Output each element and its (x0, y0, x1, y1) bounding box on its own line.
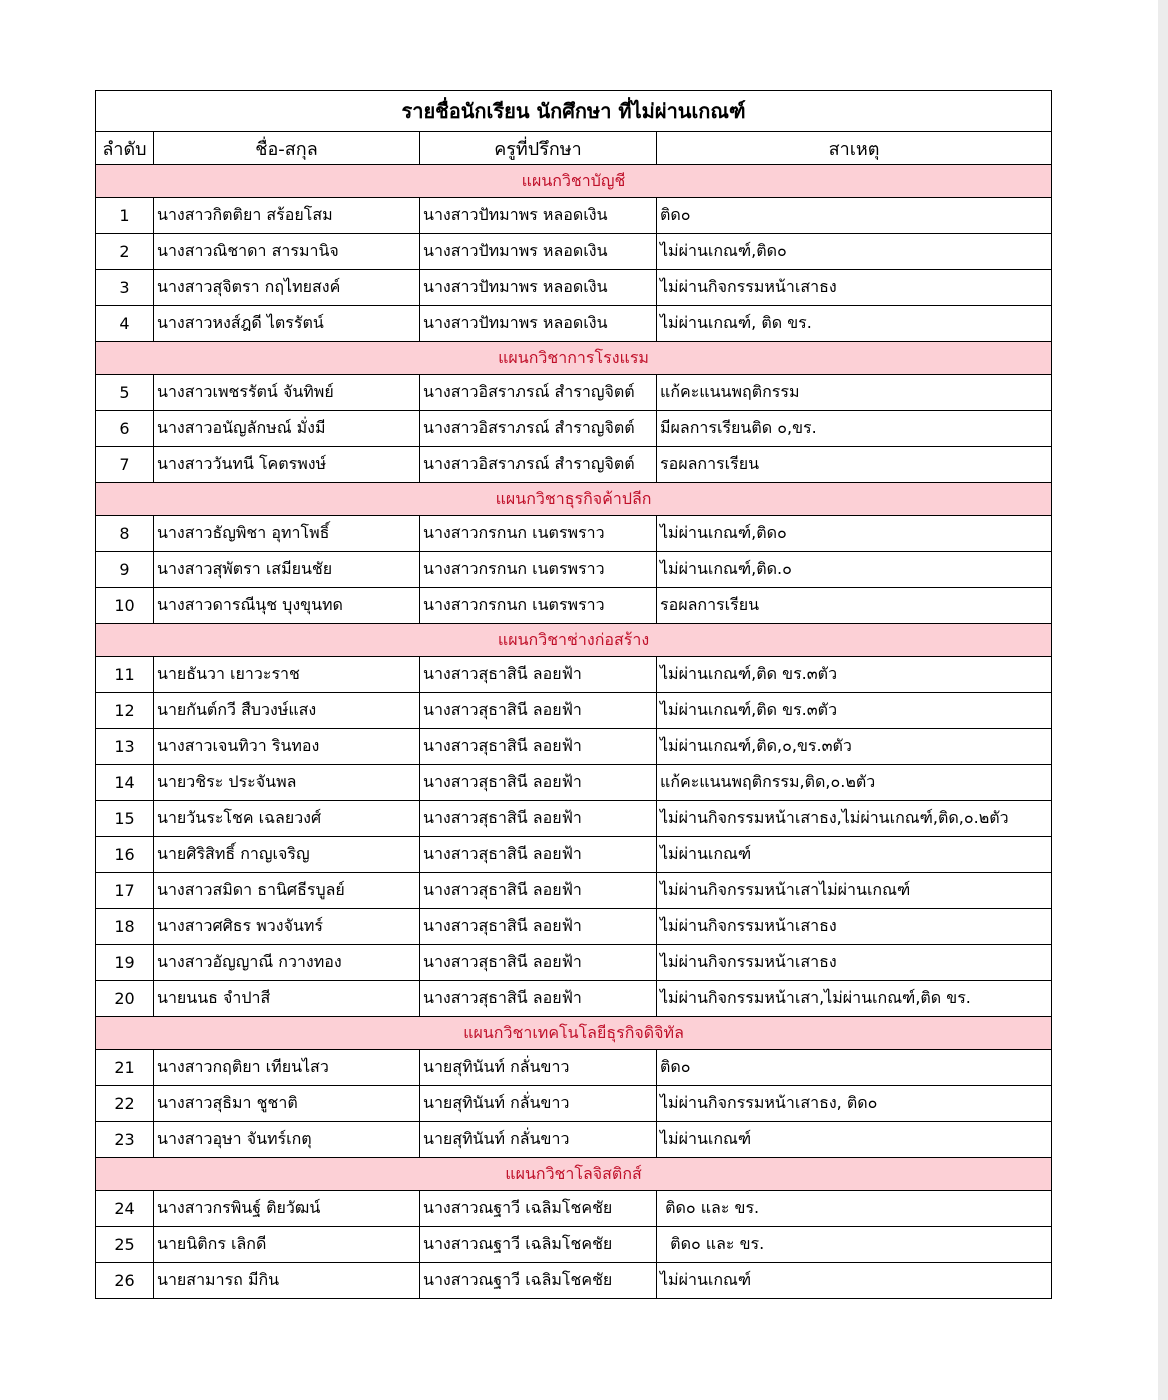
cell-no: 18 (96, 909, 154, 945)
cell-no: 19 (96, 945, 154, 981)
cell-reason: แก้คะแนนพฤติกรรม (657, 375, 1052, 411)
cell-reason: ไม่ผ่านเกณฑ์,ติด.๐ (657, 552, 1052, 588)
header-no: ลำดับ (96, 132, 154, 165)
cell-reason: มีผลการเรียนติด ๐,ขร. (657, 411, 1052, 447)
cell-reason: ไม่ผ่านเกณฑ์,ติด ขร.๓ตัว (657, 693, 1052, 729)
cell-reason: ไม่ผ่านกิจกรรมหน้าเสาธง, ติด๐ (657, 1086, 1052, 1122)
cell-advisor: นางสาวณฐาวี เฉลิมโชคชัย (420, 1191, 657, 1227)
cell-no: 2 (96, 234, 154, 270)
section-row (96, 483, 1052, 516)
cell-name: นางสาวหงส์ฎดี ไตรรัตน์ (154, 306, 420, 342)
section-row (96, 1158, 1052, 1191)
table-row (96, 1086, 1052, 1122)
cell-reason: ติด๐ (657, 1050, 1052, 1086)
section-title: แผนกวิชาช่างก่อสร้าง (96, 624, 1052, 657)
cell-no: 22 (96, 1086, 154, 1122)
cell-name: นายนนธ จำปาสี (154, 981, 420, 1017)
cell-reason: ไม่ผ่านเกณฑ์,ติด๐ (657, 516, 1052, 552)
table-row (96, 981, 1052, 1017)
cell-name: นางสาวกฤติยา เทียนไสว (154, 1050, 420, 1086)
cell-no: 17 (96, 873, 154, 909)
cell-advisor: นางสาวปัทมาพร หลอดเงิน (420, 270, 657, 306)
cell-no: 1 (96, 198, 154, 234)
table-row (96, 1122, 1052, 1158)
cell-no: 12 (96, 693, 154, 729)
table-row (96, 729, 1052, 765)
cell-no: 24 (96, 1191, 154, 1227)
cell-no: 7 (96, 447, 154, 483)
cell-reason: ไม่ผ่านกิจกรรมหน้าเสาธง (657, 945, 1052, 981)
cell-name: นางสาวอนัญลักษณ์ มั่งมี (154, 411, 420, 447)
cell-name: นางสาวสมิดา ธานิศธีรบูลย์ (154, 873, 420, 909)
cell-advisor: นางสาวสุธาสินี ลอยฟ้า (420, 657, 657, 693)
cell-no: 15 (96, 801, 154, 837)
cell-name: นายนิติกร เลิกดี (154, 1227, 420, 1263)
cell-name: นางสาวสุธิมา ชูชาติ (154, 1086, 420, 1122)
cell-advisor: นางสาวปัทมาพร หลอดเงิน (420, 198, 657, 234)
table-row (96, 234, 1052, 270)
table-row (96, 657, 1052, 693)
cell-name: นางสาวดารณีนุช บุงขุนทด (154, 588, 420, 624)
cell-advisor: นางสาวอิสราภรณ์ สำราญจิตต์ (420, 411, 657, 447)
cell-name: นางสาววันทนี โคตรพงษ์ (154, 447, 420, 483)
cell-advisor: นายสุทินันท์ กลั่นขาว (420, 1122, 657, 1158)
cell-no: 6 (96, 411, 154, 447)
cell-no: 16 (96, 837, 154, 873)
page-edge (1158, 0, 1168, 1400)
cell-no: 10 (96, 588, 154, 624)
cell-name: นางสาวสุพัตรา เสมียนชัย (154, 552, 420, 588)
cell-advisor: นางสาวสุธาสินี ลอยฟ้า (420, 765, 657, 801)
table-row (96, 516, 1052, 552)
cell-name: นายธันวา เยาวะราช (154, 657, 420, 693)
table-row (96, 1263, 1052, 1299)
cell-advisor: นางสาวอิสราภรณ์ สำราญจิตต์ (420, 447, 657, 483)
cell-name: นางสาวเพชรรัตน์ จันทิพย์ (154, 375, 420, 411)
cell-no: 4 (96, 306, 154, 342)
cell-reason: ติด๐ (657, 198, 1052, 234)
cell-advisor: นายสุทินันท์ กลั่นขาว (420, 1086, 657, 1122)
cell-name: นางสาวสุจิตรา กฤไทยสงค์ (154, 270, 420, 306)
cell-advisor: นางสาวณฐาวี เฉลิมโชคชัย (420, 1227, 657, 1263)
section-row (96, 342, 1052, 375)
cell-no: 25 (96, 1227, 154, 1263)
cell-no: 13 (96, 729, 154, 765)
table-row (96, 1050, 1052, 1086)
table-row (96, 945, 1052, 981)
cell-name: นายกันต์กวี สืบวงษ์แสง (154, 693, 420, 729)
cell-name: นางสาวกิตติยา สร้อยโสม (154, 198, 420, 234)
section-title: แผนกวิชาโลจิสติกส์ (96, 1158, 1052, 1191)
cell-no: 11 (96, 657, 154, 693)
cell-reason: ไม่ผ่านเกณฑ์, ติด ขร. (657, 306, 1052, 342)
cell-name: นางสาวกรพินฐ์ ติยวัฒน์ (154, 1191, 420, 1227)
cell-name: นางสาวธัญพิชา อุทาโพธิ์ (154, 516, 420, 552)
table-row (96, 588, 1052, 624)
cell-reason: รอผลการเรียน (657, 447, 1052, 483)
cell-reason: ไม่ผ่านกิจกรรมหน้าเสาไม่ผ่านเกณฑ์ (657, 873, 1052, 909)
cell-advisor: นางสาวปัทมาพร หลอดเงิน (420, 306, 657, 342)
cell-name: นางสาวเจนทิวา รินทอง (154, 729, 420, 765)
cell-reason: ไม่ผ่านเกณฑ์,ติด ขร.๓ตัว (657, 657, 1052, 693)
table-row (96, 447, 1052, 483)
cell-advisor: นางสาวสุธาสินี ลอยฟ้า (420, 909, 657, 945)
cell-reason: ไม่ผ่านเกณฑ์ (657, 1263, 1052, 1299)
cell-advisor: นางสาวสุธาสินี ลอยฟ้า (420, 981, 657, 1017)
cell-reason: ไม่ผ่านกิจกรรมหน้าเสาธง (657, 909, 1052, 945)
header-name: ชื่อ-สกุล (154, 132, 420, 165)
table-row (96, 909, 1052, 945)
cell-advisor: นางสาวสุธาสินี ลอยฟ้า (420, 945, 657, 981)
cell-reason: ติด๐ และ ขร. (657, 1191, 1052, 1227)
cell-reason: ไม่ผ่านเกณฑ์,ติด,๐,ขร.๓ตัว (657, 729, 1052, 765)
table-row (96, 873, 1052, 909)
students-table (95, 90, 1052, 1299)
cell-name: นางสาวอุษา จันทร์เกตุ (154, 1122, 420, 1158)
header-row (96, 132, 1052, 165)
cell-advisor: นางสาวอิสราภรณ์ สำราญจิตต์ (420, 375, 657, 411)
section-row (96, 624, 1052, 657)
table-row (96, 375, 1052, 411)
title-row (96, 91, 1052, 132)
cell-advisor: นางสาวสุธาสินี ลอยฟ้า (420, 873, 657, 909)
cell-no: 20 (96, 981, 154, 1017)
section-title: แผนกวิชาบัญชี (96, 165, 1052, 198)
cell-advisor: นางสาวสุธาสินี ลอยฟ้า (420, 729, 657, 765)
cell-advisor: นางสาวปัทมาพร หลอดเงิน (420, 234, 657, 270)
cell-reason: แก้คะแนนพฤติกรรม,ติด,๐.๒ตัว (657, 765, 1052, 801)
table-row (96, 693, 1052, 729)
cell-name: นายวชิระ ประจันพล (154, 765, 420, 801)
cell-no: 5 (96, 375, 154, 411)
table-row (96, 306, 1052, 342)
table-row (96, 1191, 1052, 1227)
header-advisor: ครูที่ปรึกษา (420, 132, 657, 165)
table-row (96, 270, 1052, 306)
cell-reason: ติด๐ และ ขร. (657, 1227, 1052, 1263)
table-row (96, 552, 1052, 588)
cell-no: 21 (96, 1050, 154, 1086)
section-title: แผนกวิชาเทคโนโลยีธุรกิจดิจิทัล (96, 1017, 1052, 1050)
section-row (96, 1017, 1052, 1050)
table-row (96, 198, 1052, 234)
cell-advisor: นางสาวกรกนก เนตรพราว (420, 516, 657, 552)
cell-advisor: นางสาวกรกนก เนตรพราว (420, 588, 657, 624)
table-row (96, 411, 1052, 447)
cell-reason: ไม่ผ่านเกณฑ์ (657, 1122, 1052, 1158)
cell-name: นางสาวณิชาดา สารมานิจ (154, 234, 420, 270)
section-title: แผนกวิชาธุรกิจค้าปลีก (96, 483, 1052, 516)
cell-advisor: นางสาวสุธาสินี ลอยฟ้า (420, 801, 657, 837)
cell-reason: ไม่ผ่านกิจกรรมหน้าเสาธง,ไม่ผ่านเกณฑ์,ติด,๐.๒ตัว (657, 801, 1052, 837)
table-row (96, 765, 1052, 801)
cell-reason: ไม่ผ่านกิจกรรมหน้าเสาธง (657, 270, 1052, 306)
cell-advisor: นางสาวกรกนก เนตรพราว (420, 552, 657, 588)
cell-name: นางสาวศศิธร พวงจันทร์ (154, 909, 420, 945)
cell-reason: รอผลการเรียน (657, 588, 1052, 624)
cell-no: 26 (96, 1263, 154, 1299)
cell-name: นางสาวอัญญาณี กวางทอง (154, 945, 420, 981)
cell-advisor: นางสาวสุธาสินี ลอยฟ้า (420, 837, 657, 873)
cell-no: 23 (96, 1122, 154, 1158)
cell-name: นายศิริสิทธิ์ กาญเจริญ (154, 837, 420, 873)
cell-no: 8 (96, 516, 154, 552)
cell-advisor: นายสุทินันท์ กลั่นขาว (420, 1050, 657, 1086)
header-reason: สาเหตุ (657, 132, 1052, 165)
table-row (96, 801, 1052, 837)
cell-no: 3 (96, 270, 154, 306)
cell-no: 9 (96, 552, 154, 588)
table-row (96, 837, 1052, 873)
cell-name: นายสามารถ มีกิน (154, 1263, 420, 1299)
table-title: รายชื่อนักเรียน นักศึกษา ที่ไม่ผ่านเกณฑ์ (96, 91, 1052, 132)
cell-reason: ไม่ผ่านเกณฑ์ (657, 837, 1052, 873)
cell-advisor: นางสาวณฐาวี เฉลิมโชคชัย (420, 1263, 657, 1299)
section-title: แผนกวิชาการโรงแรม (96, 342, 1052, 375)
cell-reason: ไม่ผ่านเกณฑ์,ติด๐ (657, 234, 1052, 270)
cell-reason: ไม่ผ่านกิจกรรมหน้าเสา,ไม่ผ่านเกณฑ์,ติด ขร. (657, 981, 1052, 1017)
cell-name: นายวันระโชค เฉลยวงศ์ (154, 801, 420, 837)
table-row (96, 1227, 1052, 1263)
cell-advisor: นางสาวสุธาสินี ลอยฟ้า (420, 693, 657, 729)
cell-no: 14 (96, 765, 154, 801)
section-row (96, 165, 1052, 198)
